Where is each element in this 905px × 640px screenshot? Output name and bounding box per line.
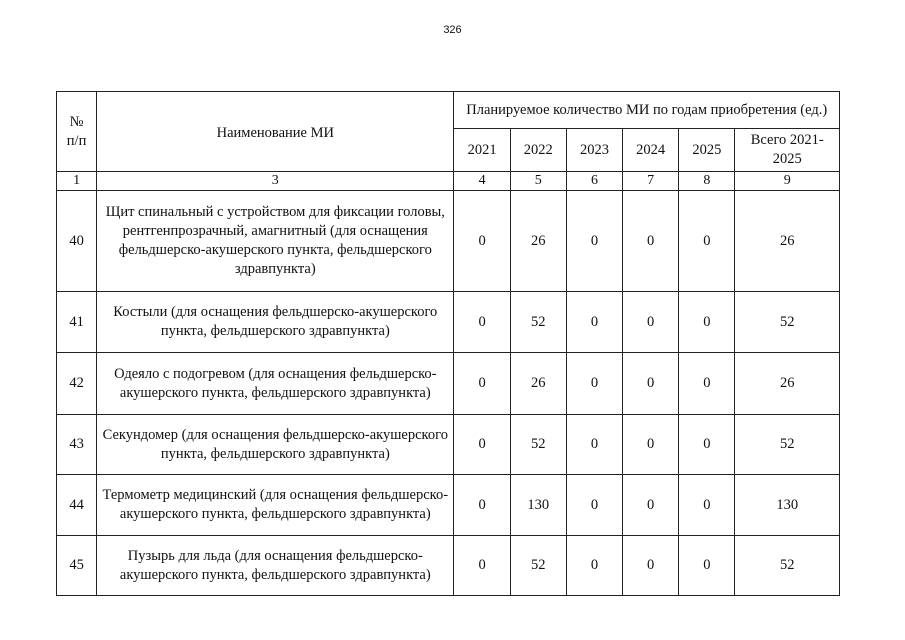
medical-items-table <box>56 91 840 596</box>
header-year: 2021 <box>454 129 510 172</box>
year-value: 0 <box>454 292 510 353</box>
header-total: Всего 2021-2025 <box>735 129 840 172</box>
item-name: Секундомер (для оснащения фельдшерско-акушерского пункта, фельдшерского здравпункта) <box>97 415 454 475</box>
table-row <box>57 475 840 536</box>
year-value: 0 <box>679 353 735 415</box>
year-value: 0 <box>566 475 622 536</box>
year-value: 0 <box>623 191 679 292</box>
header-year: 2024 <box>623 129 679 172</box>
year-value: 0 <box>679 292 735 353</box>
total-value: 26 <box>735 353 840 415</box>
total-value: 130 <box>735 475 840 536</box>
year-value: 0 <box>454 353 510 415</box>
year-value: 0 <box>566 536 622 596</box>
year-value: 130 <box>510 475 566 536</box>
total-value: 52 <box>735 415 840 475</box>
item-name: Одеяло с подогревом (для оснащения фельдшерско-акушерского пункта, фельдшерского здравпункта) <box>97 353 454 415</box>
row-number: 40 <box>57 191 97 292</box>
year-value: 0 <box>566 353 622 415</box>
year-value: 0 <box>566 415 622 475</box>
year-value: 0 <box>623 415 679 475</box>
item-name: Костыли (для оснащения фельдшерско-акушерского пункта, фельдшерского здравпункта) <box>97 292 454 353</box>
year-value: 0 <box>623 353 679 415</box>
year-value: 0 <box>623 292 679 353</box>
year-value: 0 <box>454 415 510 475</box>
table-row <box>57 353 840 415</box>
column-numbers-row <box>57 172 840 191</box>
column-number: 1 <box>57 172 97 191</box>
year-value: 26 <box>510 191 566 292</box>
table-row <box>57 536 840 596</box>
year-value: 0 <box>566 292 622 353</box>
item-name: Пузырь для льда (для оснащения фельдшерско-акушерского пункта, фельдшерского здравпункта) <box>97 536 454 596</box>
year-value: 52 <box>510 292 566 353</box>
item-name: Термометр медицинский (для оснащения фельдшерско-акушерского пункта, фельдшерского здравпункта) <box>97 475 454 536</box>
row-number: 44 <box>57 475 97 536</box>
item-name: Щит спинальный с устройством для фиксации головы, рентгенпрозрачный, амагнитный (для оснащения фельдшерско-акушерского пункта, фельдшерского здравпункта) <box>97 191 454 292</box>
row-number: 42 <box>57 353 97 415</box>
row-number: 41 <box>57 292 97 353</box>
year-value: 52 <box>510 536 566 596</box>
column-number: 4 <box>454 172 510 191</box>
year-value: 0 <box>623 536 679 596</box>
total-value: 26 <box>735 191 840 292</box>
year-value: 0 <box>454 475 510 536</box>
year-value: 0 <box>566 191 622 292</box>
page-number: 326 <box>443 24 462 36</box>
header-num: № п/п <box>57 92 97 172</box>
row-number: 45 <box>57 536 97 596</box>
column-number: 9 <box>735 172 840 191</box>
table-row <box>57 191 840 292</box>
table-row <box>57 415 840 475</box>
year-value: 0 <box>623 475 679 536</box>
year-value: 52 <box>510 415 566 475</box>
header-year: 2025 <box>679 129 735 172</box>
header-name: Наименование МИ <box>97 92 454 172</box>
column-number: 8 <box>679 172 735 191</box>
header-year: 2023 <box>566 129 622 172</box>
total-value: 52 <box>735 292 840 353</box>
total-value: 52 <box>735 536 840 596</box>
year-value: 0 <box>679 415 735 475</box>
year-value: 0 <box>454 536 510 596</box>
column-number: 7 <box>623 172 679 191</box>
table-row <box>57 292 840 353</box>
column-number: 6 <box>566 172 622 191</box>
header-planned: Планируемое количество МИ по годам приобретения (ед.) <box>454 92 840 129</box>
year-value: 0 <box>679 475 735 536</box>
year-value: 0 <box>679 536 735 596</box>
row-number: 43 <box>57 415 97 475</box>
year-value: 0 <box>454 191 510 292</box>
column-number: 5 <box>510 172 566 191</box>
year-value: 0 <box>679 191 735 292</box>
column-number: 3 <box>97 172 454 191</box>
year-value: 26 <box>510 353 566 415</box>
header-year: 2022 <box>510 129 566 172</box>
